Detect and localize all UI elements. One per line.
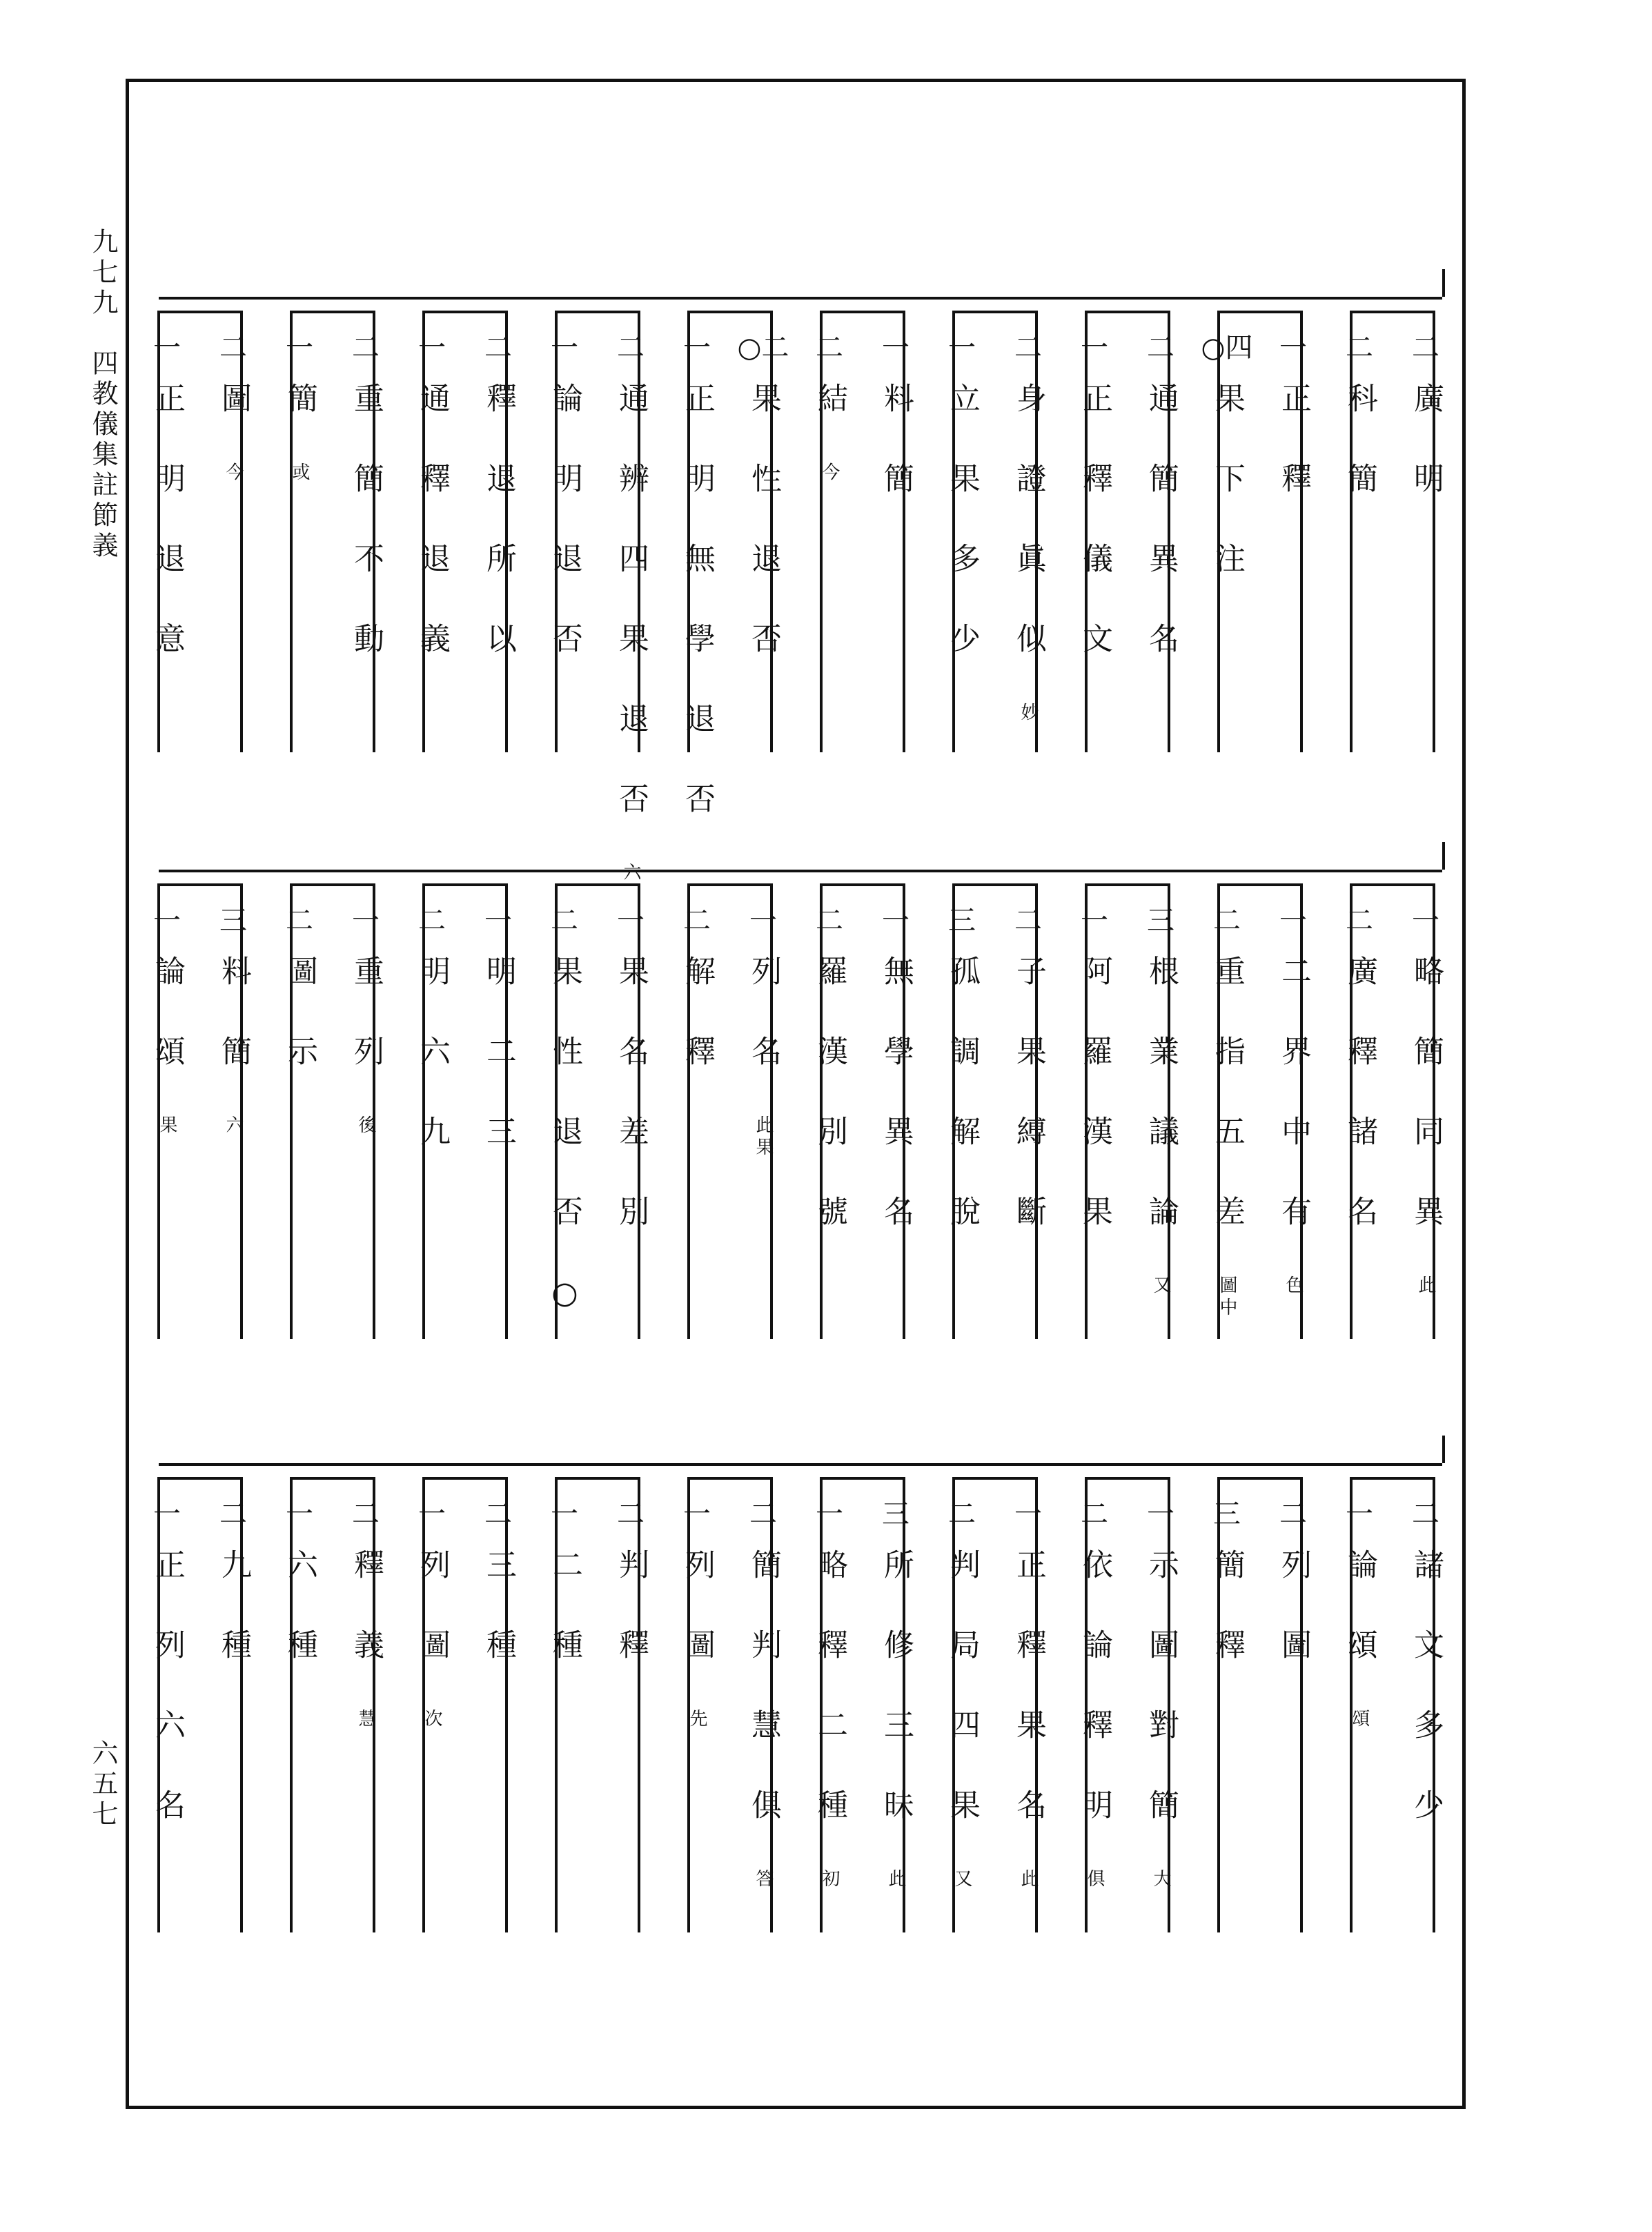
- entry-note: 頌: [1349, 1709, 1370, 1731]
- outline-row-3: [131, 1463, 1456, 1960]
- entry-number: 一: [484, 905, 512, 937]
- entry-number: 二: [219, 332, 247, 364]
- entry-text: 重簡不動: [348, 382, 384, 703]
- entry-number: 二: [1147, 332, 1174, 364]
- group-bracket: [687, 1477, 773, 1932]
- row-connector-line: [159, 1463, 1442, 1466]
- entry-number: 二: [1412, 1498, 1439, 1530]
- entry-number: 一: [286, 1498, 313, 1530]
- entry-number: 一: [882, 332, 909, 364]
- row-connector-stem: [1442, 269, 1445, 297]
- entry-text: 廣釋諸名: [1342, 955, 1377, 1275]
- entry-number: 二: [948, 1498, 976, 1530]
- entry-text: 重列: [348, 955, 384, 1115]
- entry-number: 二: [816, 332, 843, 364]
- entry-text: 九種: [216, 1549, 251, 1709]
- entry-text: 論明退否: [547, 382, 582, 703]
- entry-text: 釋義: [348, 1549, 384, 1709]
- entry-number: 二: [352, 332, 380, 364]
- entry-number: 二: [352, 1498, 380, 1530]
- entry-number: 一: [551, 1498, 578, 1530]
- entry-number: 一: [1081, 332, 1108, 364]
- group-bracket: [952, 883, 1038, 1339]
- entry-note: 俱: [1084, 1869, 1105, 1891]
- entry-note: 又: [952, 1869, 972, 1891]
- entry-text: 阿羅漢果: [1077, 955, 1112, 1275]
- entry-number: 三: [882, 1498, 909, 1530]
- entry-note: 圖中: [1217, 1275, 1237, 1320]
- entry-text: 略釋二種: [812, 1549, 847, 1869]
- entry-text: 通釋退義: [415, 382, 450, 703]
- margin-title: 九七九 四教儀集註節義: [88, 228, 118, 562]
- entry-text: 果性退否: [746, 382, 781, 703]
- group-bracket: [1217, 1477, 1303, 1932]
- entry-number: 一: [683, 332, 711, 364]
- entry-text: 子果縛斷: [1011, 955, 1046, 1275]
- entry-text: 通簡異名: [1143, 382, 1179, 703]
- entry-text: 諸文多少: [1408, 1549, 1444, 1869]
- entry-text: 明六九: [415, 955, 450, 1195]
- entry-number: 一: [418, 332, 446, 364]
- entry-note: 六: [223, 1115, 244, 1137]
- entry-text: 料簡: [216, 955, 251, 1115]
- entry-text: 正釋儀文: [1077, 382, 1112, 703]
- entry-note: 此: [1415, 1275, 1436, 1298]
- entry-note: 六: [620, 863, 641, 885]
- entry-text: 論頌: [150, 955, 185, 1115]
- entry-text: 身證眞似: [1011, 382, 1046, 703]
- entry-number: 二: [617, 1498, 645, 1530]
- entry-number: 一: [1081, 905, 1108, 937]
- entry-text: 通辨四果退否: [613, 382, 649, 863]
- entry-text: 結: [812, 382, 847, 462]
- group-bracket: [422, 883, 508, 1339]
- entry-number: 一: [153, 1498, 181, 1530]
- group-bracket: [687, 311, 773, 752]
- entry-text: 簡釋: [1210, 1549, 1245, 1709]
- row-connector-line: [159, 297, 1442, 300]
- entry-number: 二: [816, 905, 843, 937]
- entry-number: 一: [683, 1498, 711, 1530]
- entry-note: 答: [753, 1869, 774, 1891]
- group-bracket: [1350, 883, 1435, 1339]
- entry-number: 二: [551, 905, 578, 937]
- entry-note: 大: [1150, 1869, 1171, 1891]
- row-connector-stem: [1442, 1436, 1445, 1463]
- entry-number: 一: [286, 332, 313, 364]
- entry-text: 論頌: [1342, 1549, 1377, 1709]
- entry-text: 無學異名: [878, 955, 914, 1275]
- row-connector-line: [159, 870, 1442, 872]
- group-bracket: [1217, 883, 1303, 1339]
- entry-text: 明二三: [481, 955, 516, 1195]
- entry-number: 二: [418, 905, 446, 937]
- entry-text: 列圖: [1276, 1549, 1311, 1709]
- entry-note: 果: [157, 1115, 177, 1137]
- entry-number: 一: [1412, 905, 1439, 937]
- entry-number: 三: [219, 905, 247, 937]
- entry-number: 二: [484, 1498, 512, 1530]
- entry-number: 二: [1412, 332, 1439, 364]
- entry-text: 解釋: [680, 955, 715, 1115]
- entry-text: 釋退所以: [481, 382, 516, 703]
- entry-number: 一: [153, 332, 181, 364]
- entry-number: 一: [1346, 1498, 1373, 1530]
- entry-text: 廣明: [1408, 382, 1444, 542]
- entry-text: 圖示: [282, 955, 317, 1115]
- entry-note: 慧: [355, 1709, 376, 1731]
- entry-number: 二: [1346, 332, 1373, 364]
- entry-number: 二: [1014, 905, 1042, 937]
- entry-number: 一: [1279, 332, 1307, 364]
- entry-text: 正明退意: [150, 382, 185, 703]
- entry-number: 一: [816, 1498, 843, 1530]
- entry-note: 此: [1018, 1869, 1039, 1891]
- margin-page-number: 六五七: [88, 1739, 118, 1830]
- group-bracket: [820, 1477, 905, 1932]
- group-bracket: [157, 311, 243, 752]
- entry-text: 正釋果名: [1011, 1549, 1046, 1869]
- entry-text: 列圖: [415, 1549, 450, 1709]
- group-bracket: [422, 311, 508, 752]
- group-bracket: [290, 883, 375, 1339]
- group-bracket: [422, 1477, 508, 1932]
- entry-text: 果性退否○: [547, 955, 582, 1360]
- entry-text: 料簡: [878, 382, 914, 542]
- entry-note: 此果: [753, 1115, 774, 1159]
- group-bracket: [555, 883, 640, 1339]
- entry-text: 孤調解脫: [945, 955, 980, 1275]
- group-bracket: [1085, 311, 1170, 752]
- entry-number: 二: [484, 332, 512, 364]
- entry-number: 一: [1147, 1498, 1174, 1530]
- entry-text: 羅漢別號: [812, 955, 847, 1275]
- entry-text: 正釋: [1276, 382, 1311, 542]
- entry-number: 一: [418, 1498, 446, 1530]
- group-bracket: [952, 1477, 1038, 1932]
- entry-text: 簡判慧俱: [746, 1549, 781, 1869]
- entry-number: 一: [551, 332, 578, 364]
- entry-text: 正明無學退否: [680, 382, 715, 863]
- entry-text: 二種: [547, 1549, 582, 1709]
- entry-number: 一: [1014, 1498, 1042, 1530]
- entry-number: ○四: [1201, 332, 1253, 364]
- entry-text: 簡: [282, 382, 317, 462]
- group-bracket: [1350, 1477, 1435, 1932]
- group-bracket: [555, 311, 640, 752]
- entry-note: 今: [223, 462, 244, 484]
- entry-note: 妙: [1018, 703, 1039, 725]
- outline-row-2: [131, 870, 1456, 1367]
- entry-number: 一: [153, 905, 181, 937]
- group-bracket: [952, 311, 1038, 752]
- entry-number: 三: [1213, 1498, 1241, 1530]
- entry-text: 略簡同異: [1408, 955, 1444, 1275]
- group-bracket: [687, 883, 773, 1339]
- entry-number: 二: [1081, 1498, 1108, 1530]
- entry-number: 二: [1346, 905, 1373, 937]
- entry-number: 一: [617, 905, 645, 937]
- entry-number: 三: [1147, 905, 1174, 937]
- group-bracket: [157, 1477, 243, 1932]
- group-bracket: [1085, 883, 1170, 1339]
- entry-number: 二: [286, 905, 313, 937]
- entry-text: 正列六名: [150, 1549, 185, 1869]
- entry-number: 一: [352, 905, 380, 937]
- entry-number: 三: [948, 905, 976, 937]
- group-bracket: [1085, 1477, 1170, 1932]
- entry-note: 色: [1283, 1275, 1304, 1298]
- entry-text: 圖: [216, 382, 251, 462]
- entry-number: 二: [219, 1498, 247, 1530]
- entry-number: 二: [683, 905, 711, 937]
- entry-number: 二: [1213, 905, 1241, 937]
- entry-text: 判局四果: [945, 1549, 980, 1869]
- entry-number: 二: [1014, 332, 1042, 364]
- entry-note: 此: [885, 1869, 906, 1891]
- entry-number: 一: [948, 332, 976, 364]
- entry-text: 立果多少: [945, 382, 980, 703]
- entry-text: 所修三昧: [878, 1549, 914, 1869]
- entry-note: 又: [1150, 1275, 1171, 1298]
- group-bracket: [290, 311, 375, 752]
- row-connector-stem: [1442, 842, 1445, 870]
- entry-note: 今: [819, 462, 840, 484]
- entry-text: 六種: [282, 1549, 317, 1709]
- group-bracket: [820, 883, 905, 1339]
- entry-text: 示圖對簡: [1143, 1549, 1179, 1869]
- entry-number: 一: [1279, 905, 1307, 937]
- entry-text: 列圖: [680, 1549, 715, 1709]
- group-bracket: [555, 1477, 640, 1932]
- entry-text: 果下注: [1210, 382, 1245, 623]
- entry-text: 判釋: [613, 1549, 649, 1709]
- entry-note: 初: [819, 1869, 840, 1891]
- entry-text: 三種: [481, 1549, 516, 1709]
- entry-note: 次: [422, 1709, 442, 1731]
- entry-number: 二: [617, 332, 645, 364]
- entry-note: 後: [355, 1115, 376, 1137]
- entry-text: 列名: [746, 955, 781, 1115]
- entry-note: 或: [289, 462, 310, 484]
- group-bracket: [1217, 311, 1303, 752]
- entry-text: 科簡: [1342, 382, 1377, 542]
- entry-text: 果名差別: [613, 955, 649, 1275]
- group-bracket: [290, 1477, 375, 1932]
- entry-number: 一: [882, 905, 909, 937]
- entry-text: 依論釋明: [1077, 1549, 1112, 1869]
- group-bracket: [820, 311, 905, 752]
- entry-text: 重指五差: [1210, 955, 1245, 1275]
- entry-number: 二: [1279, 1498, 1307, 1530]
- entry-text: 根業議論: [1143, 955, 1179, 1275]
- entry-number: 一: [749, 905, 777, 937]
- group-bracket: [157, 883, 243, 1339]
- entry-number: 二: [749, 1498, 777, 1530]
- outline-row-1: [131, 297, 1456, 885]
- group-bracket: [1350, 311, 1435, 752]
- entry-note: 先: [687, 1709, 707, 1731]
- entry-text: 二界中有: [1276, 955, 1311, 1275]
- entry-number: ○二: [737, 332, 789, 364]
